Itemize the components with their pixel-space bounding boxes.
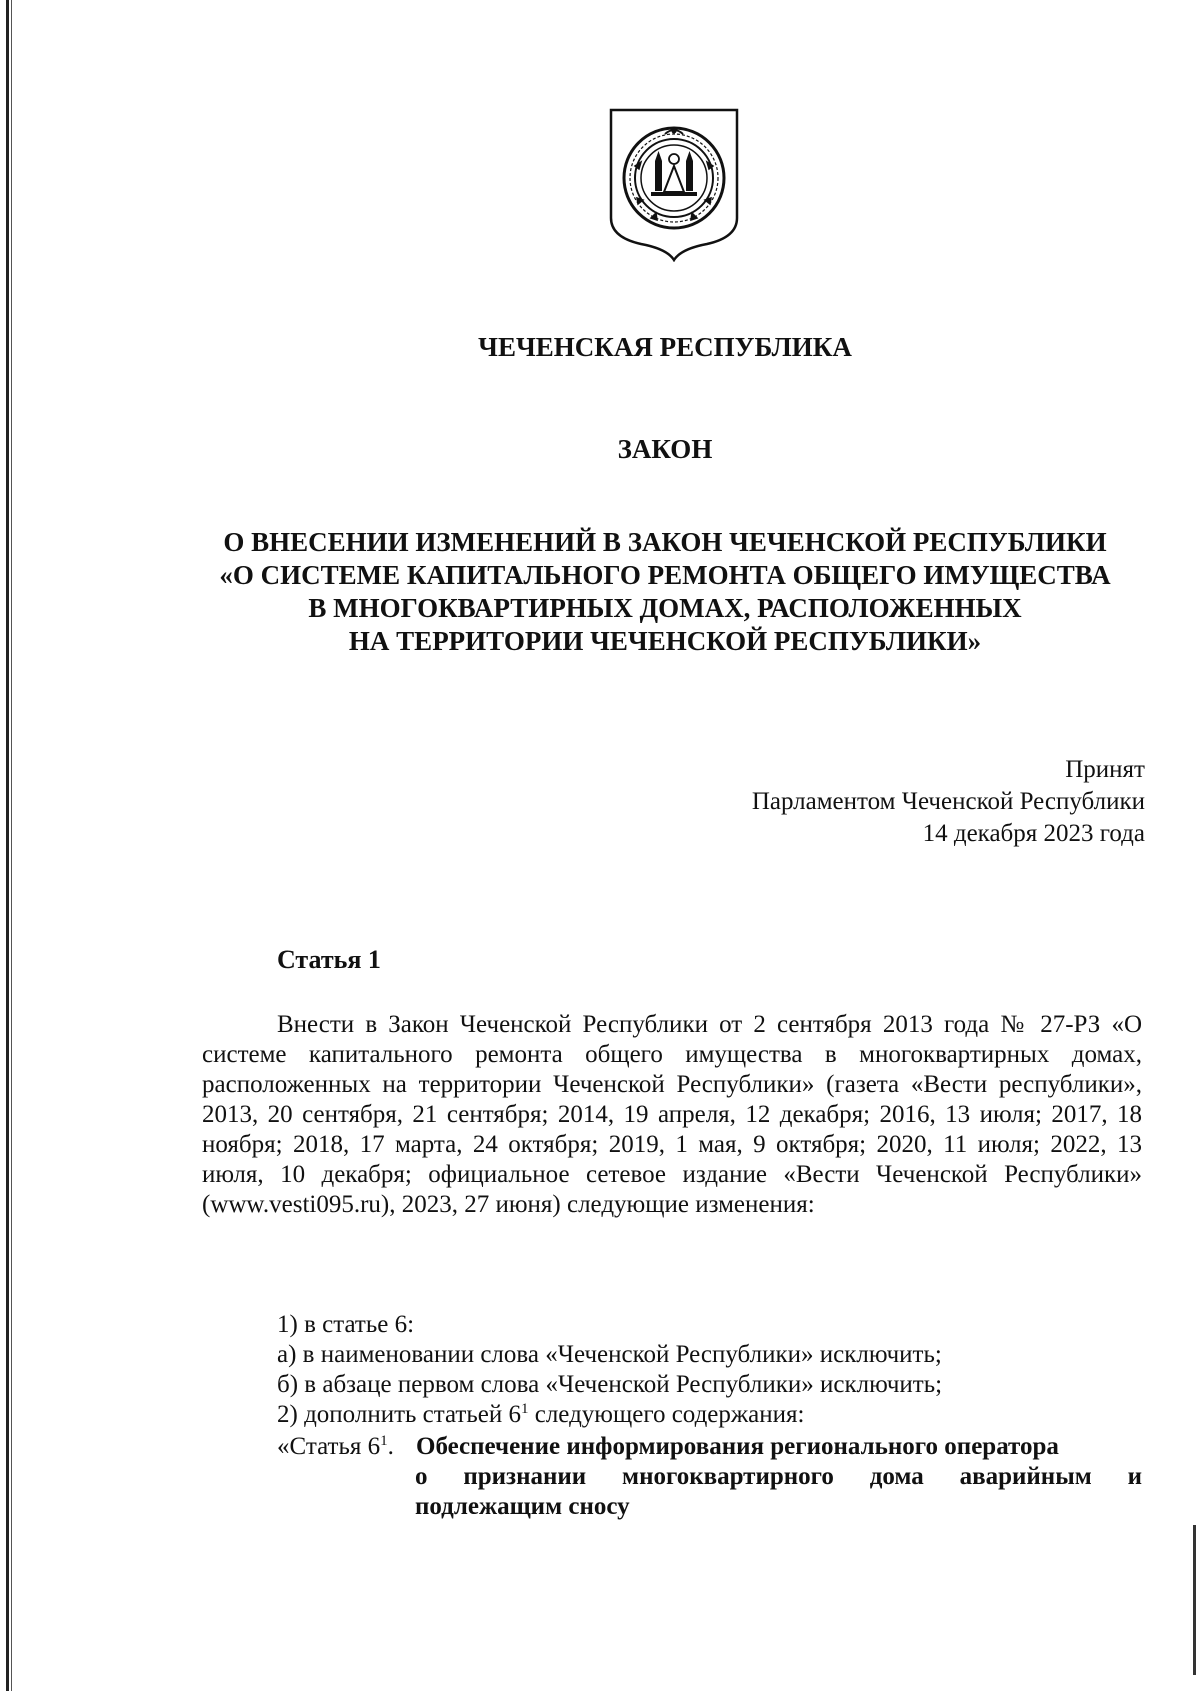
- new-article-title-line: подлежащим сносу: [415, 1493, 630, 1520]
- list-item-text: 2) дополнить статьей 6: [277, 1401, 521, 1428]
- law-title-line: НА ТЕРРИТОРИИ ЧЕЧЕНСКОЙ РЕСПУБЛИКИ»: [348, 626, 982, 656]
- law-title-line: В МНОГОКВАРТИРНЫХ ДОМАХ, РАСПОЛОЖЕННЫХ: [308, 593, 1022, 623]
- scan-edge-right: [1193, 1525, 1196, 1675]
- new-article-title-line: Обеспечение информирования регионального оператора: [416, 1433, 1059, 1460]
- adoption-status: Принят: [1065, 756, 1145, 783]
- law-title: [190, 526, 1140, 658]
- new-article-label-dot: .: [387, 1433, 394, 1460]
- republic-heading: ЧЕЧЕНСКАЯ РЕСПУБЛИКА: [478, 332, 852, 362]
- superscript: 1: [380, 1433, 388, 1449]
- new-article-label-text: «Статья 6: [277, 1433, 381, 1460]
- adoption-block: [752, 754, 1145, 850]
- scan-edge-left: [6, 0, 9, 1691]
- superscript: 1: [520, 1401, 529, 1417]
- list-item: б) в абзаце первом слова «Чеченской Республики» исключить;: [277, 1371, 943, 1398]
- law-title-line: «О СИСТЕМЕ КАПИТАЛЬНОГО РЕМОНТА ОБЩЕГО ИМУЩЕСТВА: [219, 560, 1111, 590]
- scan-edge-left-inner: [11, 0, 12, 1691]
- list-item: а) в наименовании слова «Чеченской Республики» исключить;: [277, 1341, 942, 1368]
- article-heading: Статья 1: [277, 945, 381, 974]
- list-item-text: следующего содержания:: [528, 1401, 805, 1428]
- document-type-heading: ЗАКОН: [617, 434, 713, 464]
- new-article-title-line: о признании многоквартирного дома аварийным и: [415, 1463, 1142, 1490]
- list-item: [277, 1400, 804, 1430]
- adoption-date: 14 декабря 2023 года: [922, 820, 1145, 847]
- list-item: 1) в статье 6:: [277, 1311, 415, 1338]
- new-article-label: [277, 1432, 394, 1462]
- adoption-body: Парламентом Чеченской Республики: [751, 788, 1145, 815]
- law-title-line: О ВНЕСЕНИИ ИЗМЕНЕНИЙ В ЗАКОН ЧЕЧЕНСКОЙ РЕСПУБЛИКИ: [223, 527, 1107, 557]
- coat-of-arms-icon: [607, 106, 741, 262]
- new-article-block: [277, 1432, 1142, 1522]
- article-intro-paragraph: Внести в Закон Чеченской Республики от 2 сентября 2013 года № 27-РЗ «О системе капитального ремонта общего имущества в многоквартирных домах, расположенных на территории Чеченской Республики» (газета «Вести республики», 2013, 20 сентября, 21 сентября; 2014, 19 апреля, 12 декабря; 2016, 13 июля; 2017, 18 ноября; 2018, 17 марта, 24 октября; 2019, 1 мая, 9 октября; 2020, 11 июля; 2022, 13 июля, 10 декабря; официальное сетевое издание «Вести Чеченской Республики» (www.vesti095.ru), 2023, 27 июня) следующие изменения:: [202, 1011, 1142, 1218]
